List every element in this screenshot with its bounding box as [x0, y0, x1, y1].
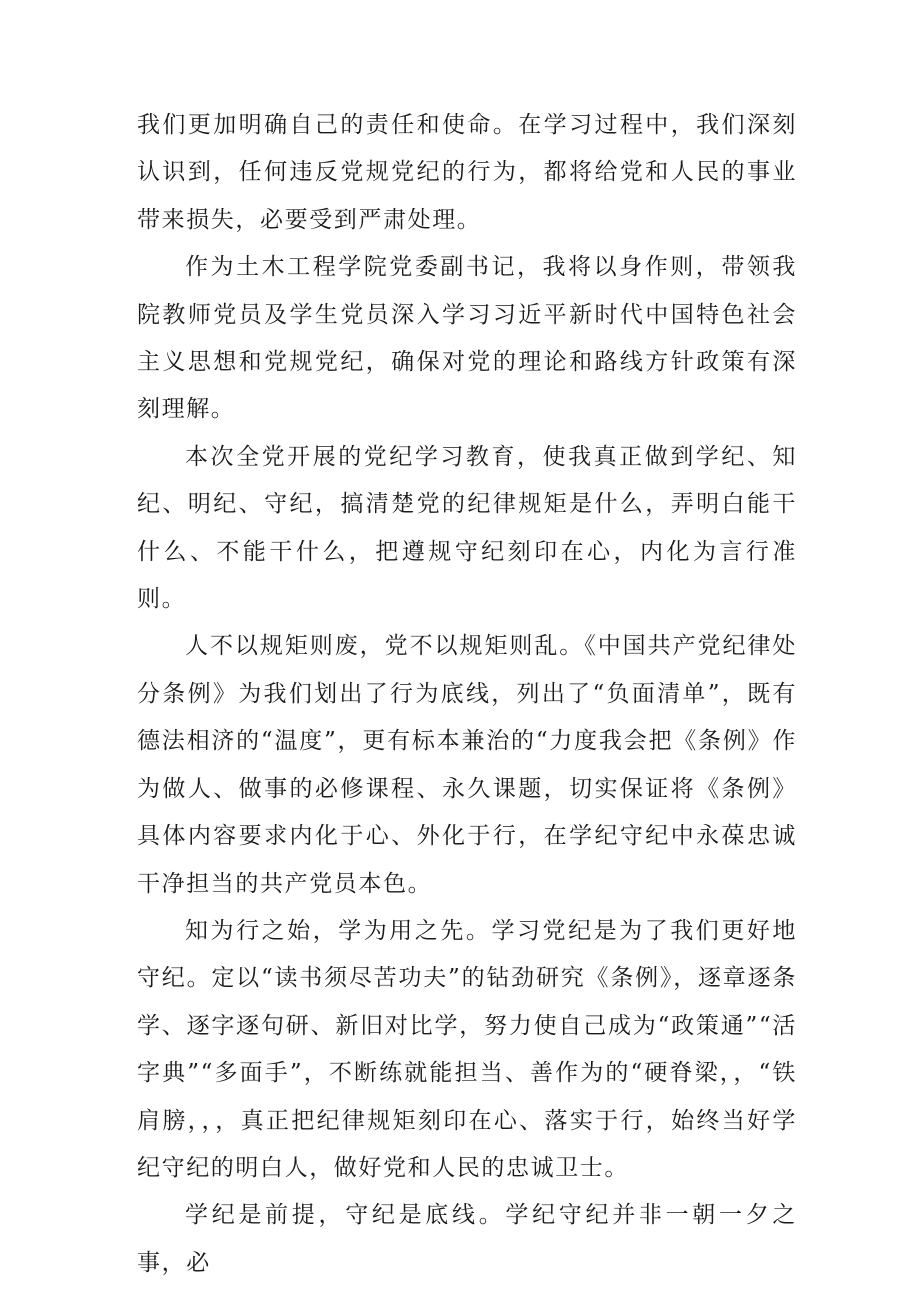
paragraph-1: 我们更加明确自己的责任和使命。在学习过程中，我们深刻认识到，任何违反党规党纪的行为，都将给党和人民的事业带来损失，必要受到严肃处理。: [137, 112, 797, 233]
paragraph-2: 作为土木工程学院党委副书记，我将以身作则，带领我院教师党员及学生党员深入学习习近平新时代中国特色社会主义思想和党规党纪，确保对党的理论和路线方针政策有深刻理解。: [137, 254, 797, 423]
paragraph-4: 人不以规矩则废，党不以规矩则乱。《中国共产党纪律处分条例》为我们划出了行为底线，列出了“负面清单”，既有德法相济的“温度”，更有标本兼治的“力度我会把《条例》作为做人、做事的必修课程、永久课题，切实保证将《条例》具体内容要求内化于心、外化于行，在学纪守纪中永葆忠诚干净担当的共产党员本色。: [137, 633, 797, 897]
document-body: [137, 102, 797, 1287]
paragraph-5: 知为行之始，学为用之先。学习党纪是为了我们更好地守纪。定以“读书须尽苦功夫”的钻劲研究《条例》，逐章逐条学、逐字逐句研、新旧对比学，努力使自己成为“政策通”“活字典”“多面手”，不断练就能担当、善作为的“硬脊梁，，“铁肩膀，，，真正把纪律规矩刻印在心、落实于行，始终当好学纪守纪的明白人，做好党和人民的忠诚卫士。: [137, 917, 797, 1181]
paragraph-3: 本次全党开展的党纪学习教育，使我真正做到学纪、知纪、明纪、守纪，搞清楚党的纪律规矩是什么，弄明白能干什么、不能干什么，把遵规守纪刻印在心，内化为言行准则。: [137, 443, 797, 613]
paragraph-6: 学纪是前提，守纪是底线。学纪守纪并非一朝一夕之事，必: [137, 1202, 797, 1276]
